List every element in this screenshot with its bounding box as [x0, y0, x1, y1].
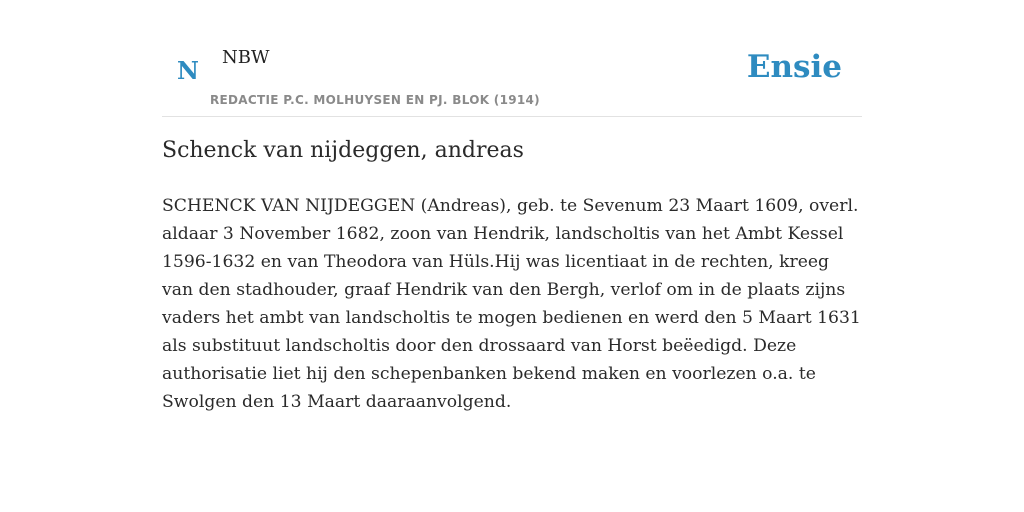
brand-logo-link[interactable]: Ensie: [746, 49, 842, 85]
source-header: [162, 40, 862, 117]
source-logo[interactable]: N: [177, 56, 199, 85]
article-body: SCHENCK VAN NIJDEGGEN (Andreas), geb. te Sevenum 23 Maart 1609, overl. aldaar 3 November 1682, zoon van Hendrik, landscholtis van het Ambt Kessel 1596-1632 en van Theodora van Hüls.Hij was licentiaat in de rechten, kreeg van den stadhouder, graaf Hendrik van den Bergh, verlof om in de plaats zijns vaders het ambt van landscholtis te mogen bedienen en werd den 5 Maart 1631 als substituut landscholtis door den drossaard van Horst beëedigd. Deze authorisatie liet hij den schepenbanken bekend maken en voorlezen o.a. te Swolgen den 13 Maart daaraanvolgend.: [162, 196, 861, 412]
source-subtitle: REDACTIE P.C. MOLHUYSEN EN PJ. BLOK (1914): [210, 93, 540, 107]
source-name-link[interactable]: NBW: [222, 47, 270, 68]
article-title: Schenck van nijdeggen, andreas: [162, 138, 524, 163]
